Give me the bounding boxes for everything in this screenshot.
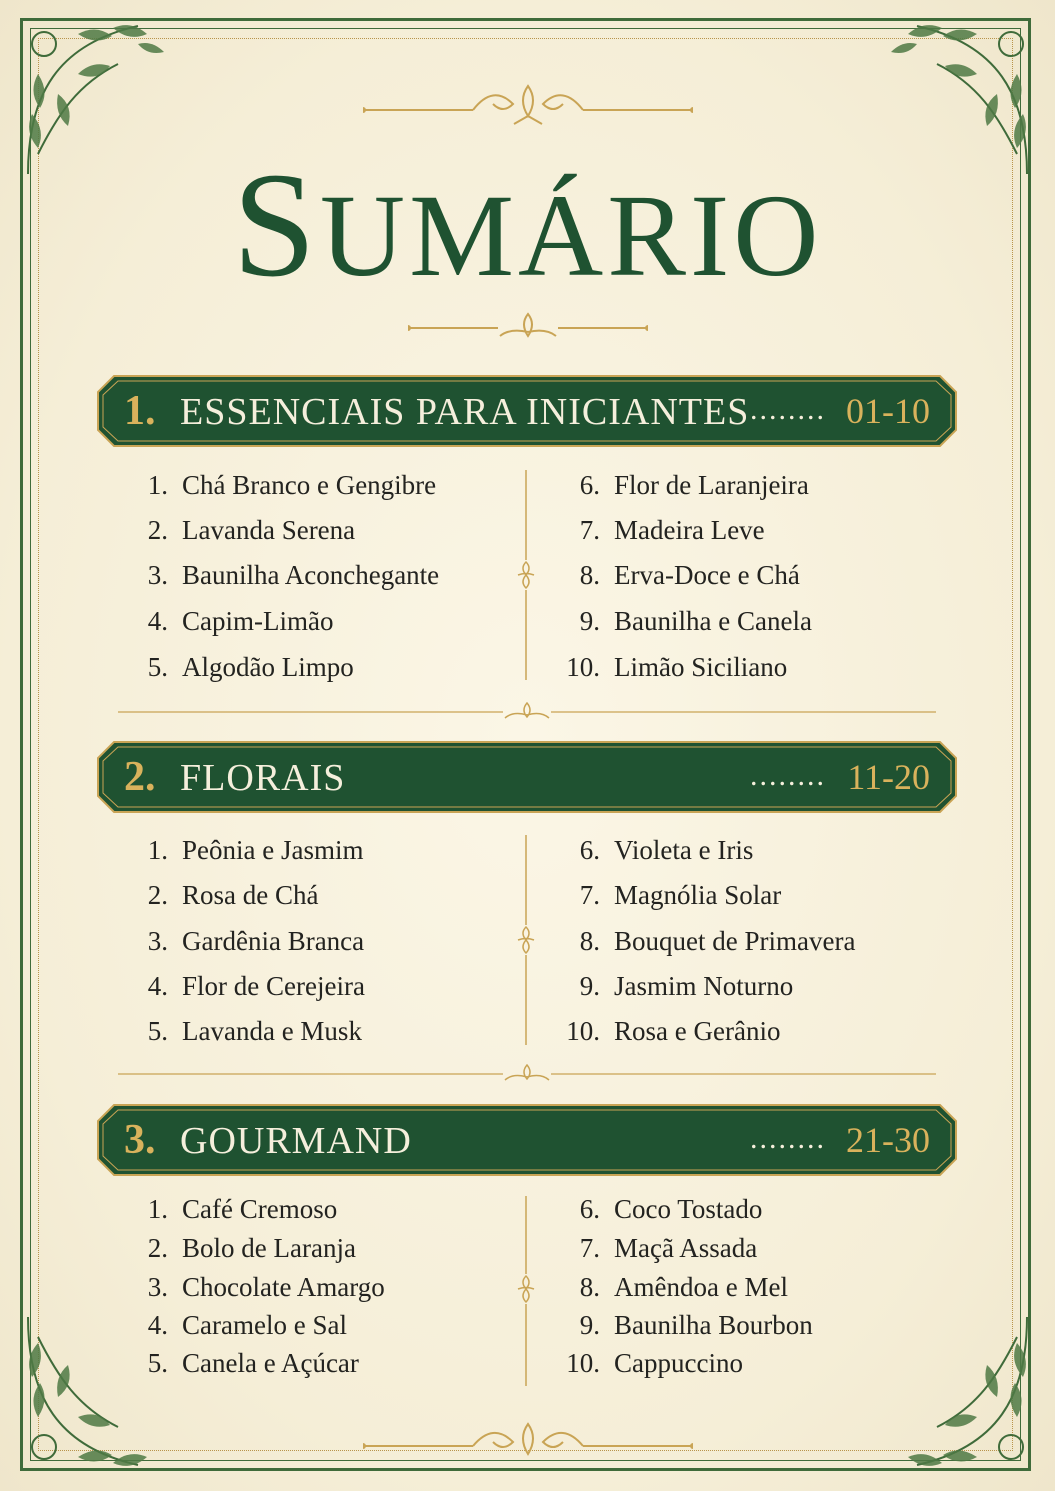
item-number: 4.	[147, 1310, 168, 1340]
section-leader-dots: ........	[750, 393, 826, 426]
item-name: Chá Branco e Gengibre	[182, 470, 437, 500]
list-item[interactable]	[560, 1233, 757, 1264]
title-underline-flourish-icon	[408, 310, 648, 344]
item-name: Amêndoa e Mel	[614, 1272, 788, 1302]
list-item[interactable]	[560, 1272, 788, 1303]
list-item[interactable]	[560, 1194, 762, 1225]
item-name: Chocolate Amargo	[182, 1272, 385, 1302]
item-number: 9.	[579, 1310, 600, 1340]
column-divider	[516, 835, 536, 1045]
section-number: 3.	[124, 1117, 156, 1163]
top-gold-flourish-icon	[363, 80, 693, 130]
item-name: Rosa de Chá	[182, 880, 319, 910]
list-item[interactable]	[560, 1016, 780, 1047]
list-item[interactable]	[128, 971, 365, 1002]
item-name: Limão Siciliano	[614, 652, 788, 682]
item-number: 1.	[147, 470, 168, 500]
item-number: 10.	[566, 1348, 600, 1378]
list-item[interactable]	[560, 835, 753, 866]
list-item[interactable]	[560, 606, 812, 637]
section-divider	[118, 1062, 936, 1086]
item-number: 6.	[579, 470, 600, 500]
item-name: Madeira Leve	[614, 515, 765, 545]
item-name: Rosa e Gerânio	[614, 1016, 781, 1046]
list-item[interactable]	[560, 652, 787, 683]
item-number: 5.	[147, 1016, 168, 1046]
item-number: 8.	[579, 926, 600, 956]
item-number: 2.	[147, 880, 168, 910]
item-name: Lavanda Serena	[182, 515, 356, 545]
list-item[interactable]	[128, 560, 439, 591]
item-number: 3.	[147, 926, 168, 956]
list-item[interactable]	[128, 880, 318, 911]
column-divider	[516, 1196, 536, 1386]
item-number: 8.	[579, 560, 600, 590]
list-item[interactable]	[560, 515, 765, 546]
section-page-range: 01-10	[846, 391, 930, 431]
list-item[interactable]	[128, 1272, 385, 1303]
list-item[interactable]	[128, 1016, 362, 1047]
item-number: 2.	[147, 1233, 168, 1263]
item-name: Erva-Doce e Chá	[614, 560, 800, 590]
item-name: Café Cremoso	[182, 1194, 338, 1224]
title-rest: UMÁRIO	[319, 170, 823, 301]
item-name: Magnólia Solar	[614, 880, 782, 910]
list-item[interactable]	[128, 1233, 356, 1264]
section-divider	[118, 700, 936, 724]
item-number: 1.	[147, 1194, 168, 1224]
section-title: GOURMAND	[180, 1120, 412, 1162]
list-item[interactable]	[560, 560, 800, 591]
item-name: Flor de Cerejeira	[182, 971, 365, 1001]
item-name: Gardênia Branca	[182, 926, 365, 956]
section-header-2[interactable]	[96, 740, 958, 814]
item-number: 3.	[147, 1272, 168, 1302]
item-name: Peônia e Jasmim	[182, 835, 364, 865]
item-name: Lavanda e Musk	[182, 1016, 362, 1046]
item-name: Jasmim Noturno	[614, 971, 794, 1001]
section-page-range: 11-20	[847, 757, 930, 797]
item-number: 2.	[147, 515, 168, 545]
list-item[interactable]	[560, 926, 855, 957]
list-item[interactable]	[128, 470, 436, 501]
item-name: Baunilha Aconchegante	[182, 560, 440, 590]
list-item[interactable]	[560, 971, 793, 1002]
item-name: Cappuccino	[614, 1348, 743, 1378]
item-name: Coco Tostado	[614, 1194, 763, 1224]
item-number: 1.	[147, 835, 168, 865]
list-item[interactable]	[128, 835, 363, 866]
item-name: Violeta e Iris	[614, 835, 754, 865]
item-name: Baunilha Bourbon	[614, 1310, 813, 1340]
section-leader-dots: ........	[750, 759, 826, 792]
section-title: ESSENCIAIS PARA INICIANTES	[180, 391, 750, 433]
list-item[interactable]	[128, 652, 354, 683]
section-number: 1.	[124, 388, 156, 434]
section-number: 2.	[124, 754, 156, 800]
list-item[interactable]	[128, 1310, 347, 1341]
list-item[interactable]	[128, 1348, 359, 1379]
item-number: 7.	[579, 515, 600, 545]
item-number: 4.	[147, 606, 168, 636]
item-name: Canela e Açúcar	[182, 1348, 359, 1378]
item-name: Maçã Assada	[614, 1233, 758, 1263]
item-number: 3.	[147, 560, 168, 590]
item-number: 4.	[147, 971, 168, 1001]
page-title	[0, 140, 1055, 321]
item-number: 6.	[579, 835, 600, 865]
item-number: 9.	[579, 971, 600, 1001]
title-initial: S	[232, 142, 320, 308]
item-name: Caramelo e Sal	[182, 1310, 347, 1340]
column-divider	[516, 470, 536, 680]
list-item[interactable]	[560, 1348, 743, 1379]
list-item[interactable]	[128, 926, 364, 957]
list-item[interactable]	[560, 470, 809, 501]
item-number: 10.	[566, 652, 600, 682]
item-name: Algodão Limpo	[182, 652, 354, 682]
item-number: 6.	[579, 1194, 600, 1224]
item-name: Flor de Laranjeira	[614, 470, 809, 500]
section-header-3[interactable]	[96, 1103, 958, 1177]
item-name: Bouquet de Primavera	[614, 926, 856, 956]
corner-leaf-ornament-icon	[867, 1307, 1037, 1477]
item-number: 7.	[579, 1233, 600, 1263]
list-item[interactable]	[128, 606, 333, 637]
item-number: 7.	[579, 880, 600, 910]
list-item[interactable]	[128, 515, 355, 546]
item-number: 10.	[566, 1016, 600, 1046]
section-leader-dots: ........	[750, 1122, 826, 1155]
item-number: 5.	[147, 1348, 168, 1378]
bottom-gold-flourish-icon	[363, 1418, 693, 1468]
item-number: 5.	[147, 652, 168, 682]
item-name: Baunilha e Canela	[614, 606, 812, 636]
section-page-range: 21-30	[846, 1120, 930, 1160]
list-item[interactable]	[560, 880, 781, 911]
list-item[interactable]	[560, 1310, 813, 1341]
item-number: 8.	[579, 1272, 600, 1302]
list-item[interactable]	[128, 1194, 337, 1225]
section-title: FLORAIS	[180, 757, 346, 799]
section-header-1[interactable]	[96, 374, 958, 448]
item-name: Capim-Limão	[182, 606, 334, 636]
item-number: 9.	[579, 606, 600, 636]
item-name: Bolo de Laranja	[182, 1233, 356, 1263]
